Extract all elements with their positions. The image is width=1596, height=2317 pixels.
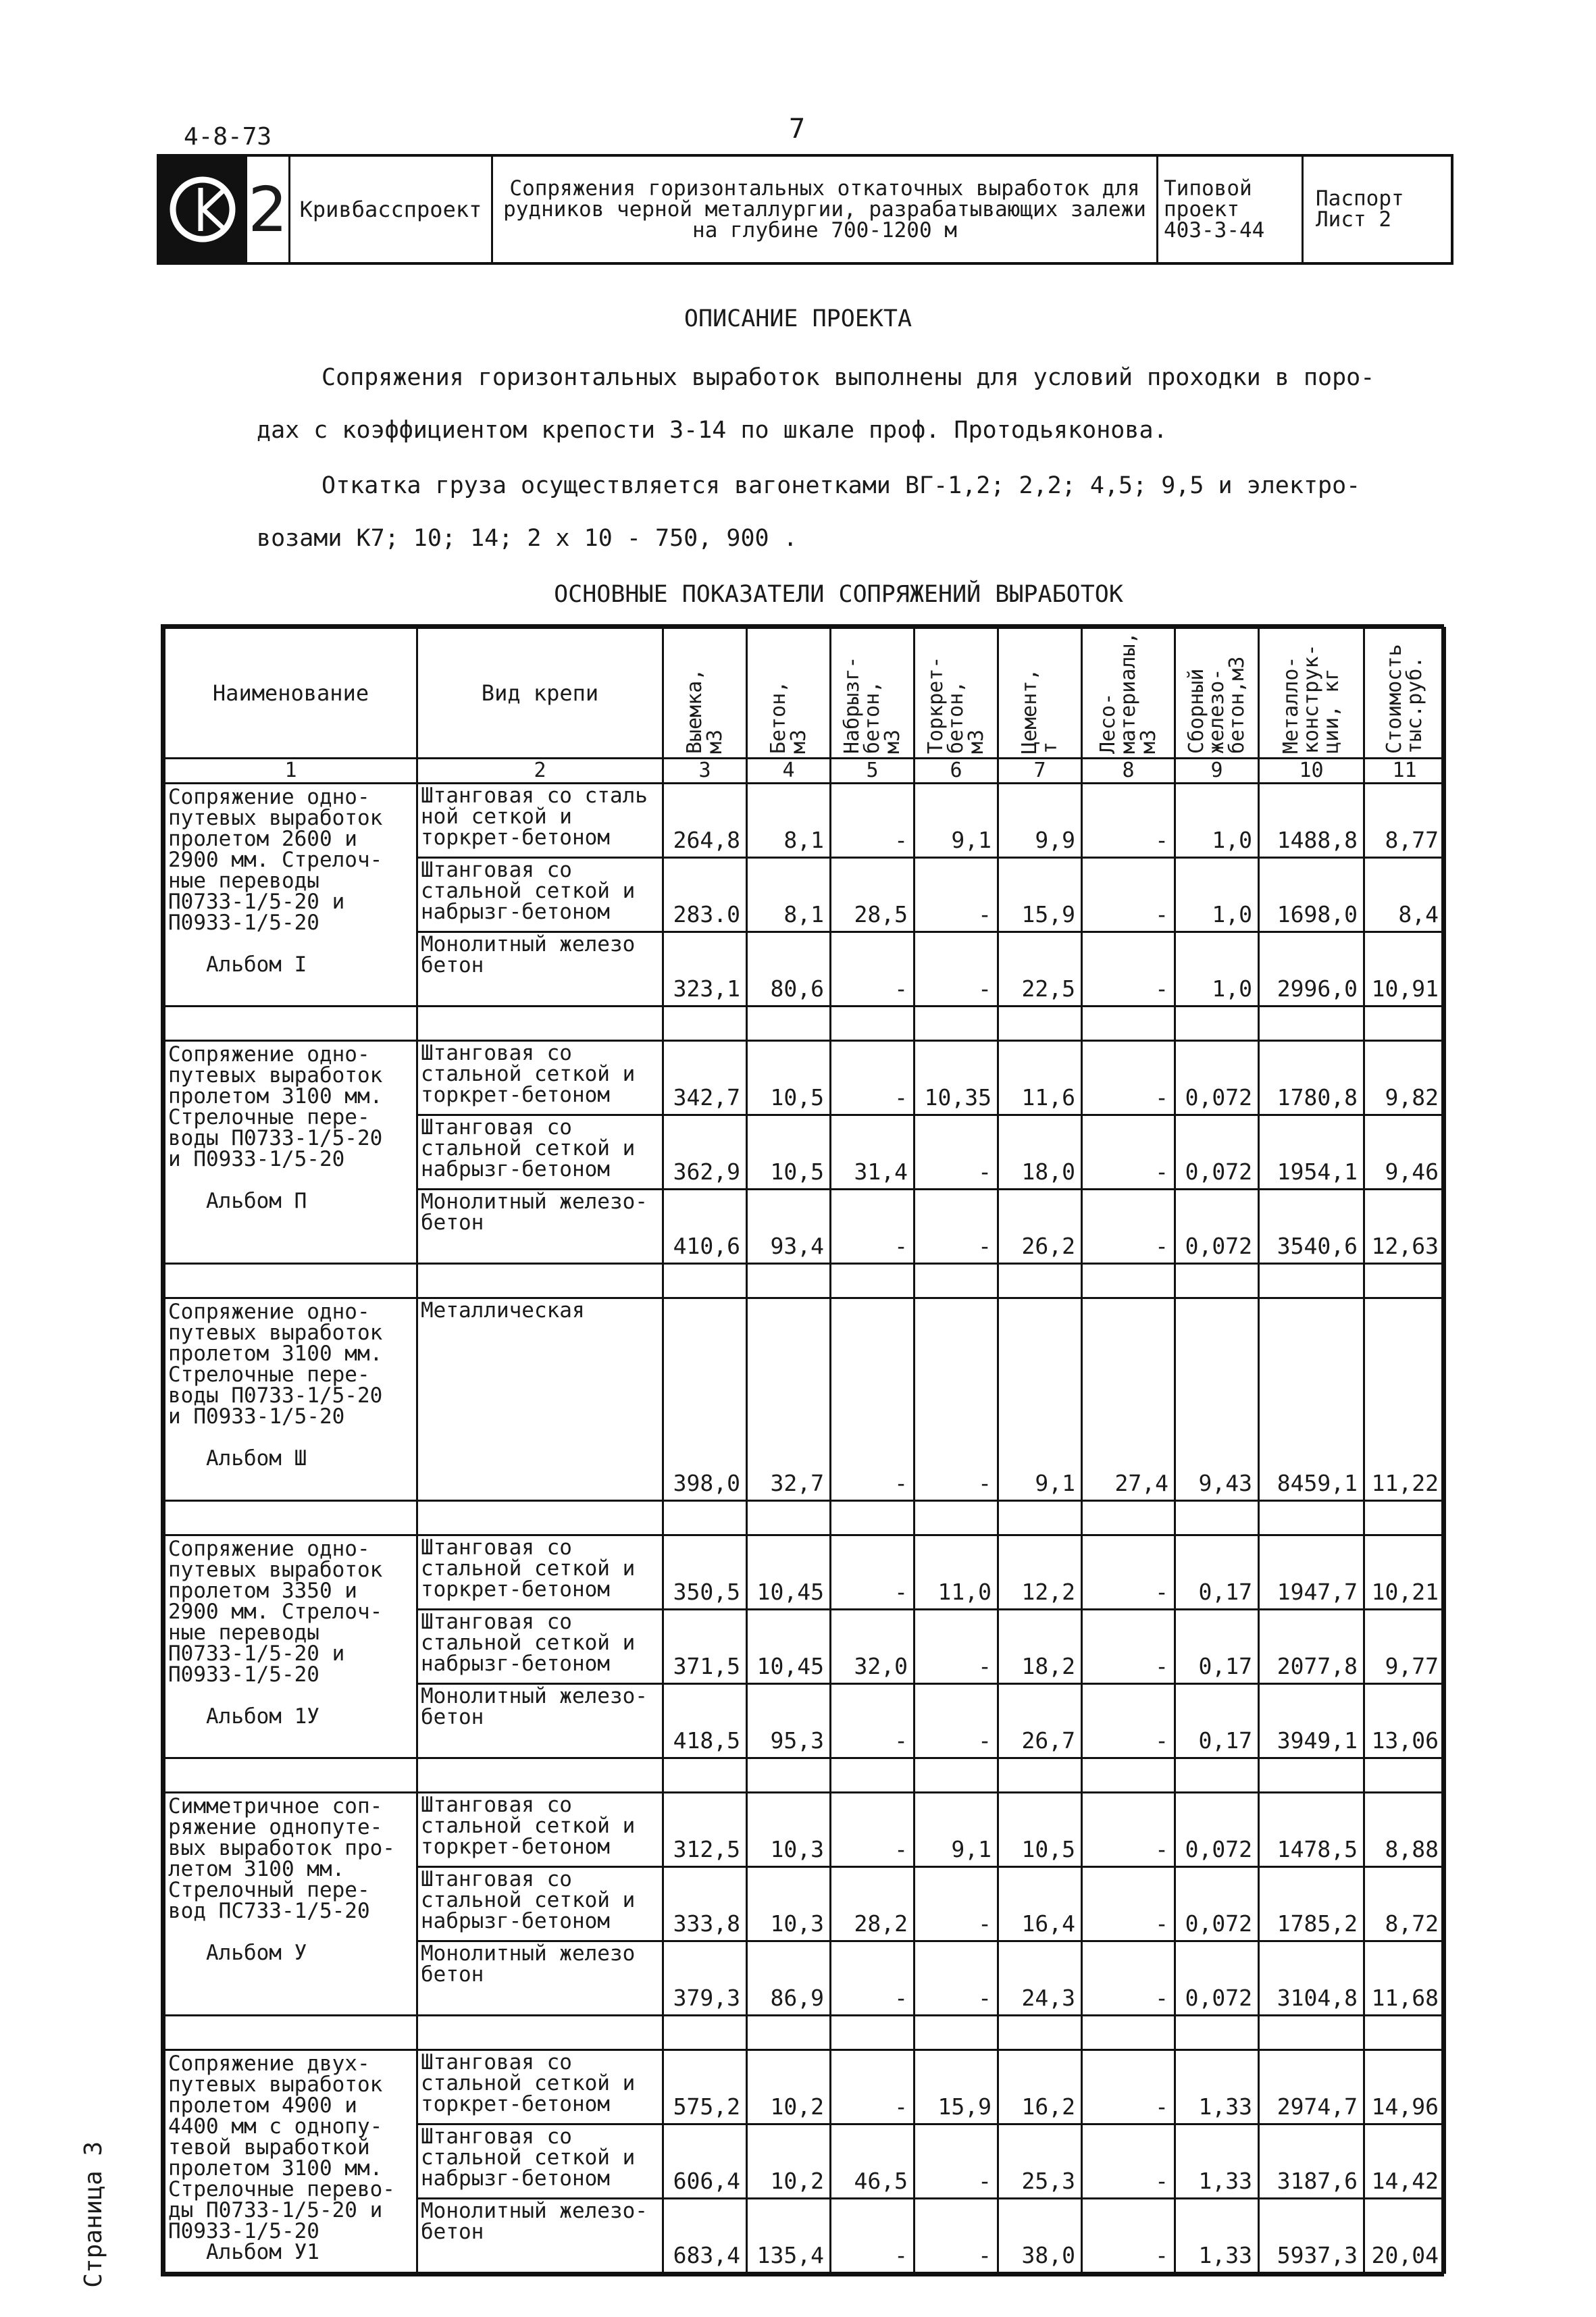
document-code: 4-8-73 — [184, 123, 272, 151]
column-header-label: Торкрет- бетон, м3 — [923, 656, 988, 754]
table-cell: 10,91 — [1364, 932, 1445, 1007]
table-row — [165, 1041, 1445, 1115]
table-cell: 10,3 — [747, 1867, 831, 1941]
excavation-name: Сопряжение одно- путевых выработок пролетом 3100 мм. Стрелочные пере- воды П0733-1/5-20 и П0933-1/5-20 Альбом Ш — [165, 1298, 417, 1501]
column-header-label: Вид крепи — [481, 680, 599, 706]
table-cell: 9,1 — [915, 1793, 998, 1867]
column-header-11 — [1364, 628, 1445, 759]
spacer-cell — [1364, 2016, 1445, 2050]
table-cell: 20,04 — [1364, 2199, 1445, 2273]
description-heading: ОПИСАНИЕ ПРОЕКТА — [684, 305, 912, 332]
group-spacer — [165, 2016, 1445, 2050]
spacer-cell — [1259, 1264, 1364, 1298]
column-header-label: Металло- конструк- ции, кг — [1279, 644, 1343, 754]
spacer-cell — [1082, 1501, 1175, 1535]
table-cell: 14,96 — [1364, 2050, 1445, 2124]
spacer-cell — [165, 1501, 417, 1535]
table-cell: 0,072 — [1175, 1941, 1259, 2016]
side-page-label — [80, 2141, 120, 2317]
table-cell: 16,4 — [998, 1867, 1082, 1941]
table-cell: - — [915, 1684, 998, 1758]
column-header-label: Стоимость тыс.руб. — [1382, 644, 1426, 754]
organization-logo — [159, 157, 247, 262]
ck-logo-icon — [163, 169, 242, 250]
column-header-2 — [417, 628, 663, 759]
group-spacer — [165, 1501, 1445, 1535]
table-cell: 398,0 — [663, 1298, 747, 1501]
table-cell: 1488,8 — [1259, 784, 1364, 858]
table-cell: 1,0 — [1175, 932, 1259, 1007]
spacer-cell — [1259, 2016, 1364, 2050]
column-header-label: Лесо- материалы, м3 — [1096, 632, 1160, 754]
table-cell: 8,88 — [1364, 1793, 1445, 1867]
spacer-cell — [417, 1501, 663, 1535]
table-cell: - — [1082, 1941, 1175, 2016]
table-row — [165, 1535, 1445, 1610]
table-cell: - — [1082, 1793, 1175, 1867]
title-stamp — [157, 154, 1453, 265]
column-number: 10 — [1259, 759, 1364, 784]
column-number: 9 — [1175, 759, 1259, 784]
column-header-3 — [663, 628, 747, 759]
table-cell: 0,072 — [1175, 1793, 1259, 1867]
table-cell: 0,072 — [1175, 1115, 1259, 1190]
support-type: Штанговая со стальной сеткой и набрызг-бетоном — [417, 1867, 663, 1941]
support-type: Штанговая со стальной сеткой и набрызг-бетоном — [417, 2124, 663, 2199]
spacer-cell — [915, 1264, 998, 1298]
column-number: 3 — [663, 759, 747, 784]
spacer-cell — [915, 1007, 998, 1041]
table-cell: - — [1082, 784, 1175, 858]
spacer-cell — [1082, 1264, 1175, 1298]
table-cell: - — [1082, 1535, 1175, 1610]
table-cell: 24,3 — [998, 1941, 1082, 2016]
table-cell: 3187,6 — [1259, 2124, 1364, 2199]
column-number: 5 — [831, 759, 915, 784]
table-cell: - — [915, 1941, 998, 2016]
support-type: Монолитный железо- бетон — [417, 1190, 663, 1264]
table-cell: 11,6 — [998, 1041, 1082, 1115]
project-number: Типовой проект 403-3-44 — [1158, 157, 1304, 262]
paragraph-2-line-2: возами К7; 10; 14; 2 х 10 - 750, 900 . — [257, 525, 798, 552]
table-cell: - — [915, 2124, 998, 2199]
spacer-cell — [915, 1758, 998, 1793]
spacer-cell — [998, 1501, 1082, 1535]
spacer-cell — [915, 2016, 998, 2050]
table-cell: 10,35 — [915, 1041, 998, 1115]
column-number: 6 — [915, 759, 998, 784]
table-cell: 10,2 — [747, 2050, 831, 2124]
spacer-cell — [165, 1007, 417, 1041]
table-header-row — [165, 628, 1445, 759]
support-type: Штанговая со стальной сеткой и набрызг-бетоном — [417, 1115, 663, 1190]
table-cell: 32,7 — [747, 1298, 831, 1501]
column-header-label: Набрызг- бетон, м3 — [840, 656, 904, 754]
sheet-label: Паспорт Лист 2 — [1316, 186, 1404, 232]
table-cell: - — [1082, 1115, 1175, 1190]
paragraph-1-line-1: Сопряжения горизонтальных выработок выполнены для условий проходки в поро- — [321, 364, 1375, 391]
table-cell: 95,3 — [747, 1684, 831, 1758]
spacer-cell — [747, 1501, 831, 1535]
table-cell: 12,2 — [998, 1535, 1082, 1610]
excavation-name: Симметричное соп- ряжение однопуте- вых выработок про- летом 3100 мм. Стрелочный пере- вод ПС733-1/5-20 Альбом У — [165, 1793, 417, 2016]
support-type: Штанговая со стальной сеткой и набрызг-бетоном — [417, 1610, 663, 1684]
column-header-7 — [998, 628, 1082, 759]
table-cell: - — [1082, 1867, 1175, 1941]
spacer-cell — [1259, 1758, 1364, 1793]
spacer-cell — [998, 1264, 1082, 1298]
table-cell: - — [915, 2199, 998, 2273]
table-cell: 9,1 — [915, 784, 998, 858]
table-cell: 1,0 — [1175, 784, 1259, 858]
spacer-cell — [747, 1264, 831, 1298]
table-cell: 3949,1 — [1259, 1684, 1364, 1758]
spacer-cell — [1175, 2016, 1259, 2050]
table-cell: - — [915, 1298, 998, 1501]
table-cell: 10,5 — [747, 1115, 831, 1190]
side-page-label-text: Страница 3 — [80, 2141, 107, 2288]
column-number: 11 — [1364, 759, 1445, 784]
table-cell: 12,63 — [1364, 1190, 1445, 1264]
table-cell: - — [831, 2050, 915, 2124]
spacer-cell — [663, 2016, 747, 2050]
table-cell: - — [1082, 1041, 1175, 1115]
table-cell: - — [915, 1115, 998, 1190]
table-cell: 8,1 — [747, 784, 831, 858]
table-cell: 10,2 — [747, 2124, 831, 2199]
table-cell: 350,5 — [663, 1535, 747, 1610]
table-cell: - — [915, 1190, 998, 1264]
table-row — [165, 1298, 1445, 1501]
support-type: Монолитный железо бетон — [417, 932, 663, 1007]
spacer-cell — [165, 1264, 417, 1298]
spacer-cell — [831, 1264, 915, 1298]
table-cell: 25,3 — [998, 2124, 1082, 2199]
table-cell: 93,4 — [747, 1190, 831, 1264]
table-cell: 18,0 — [998, 1115, 1082, 1190]
table-cell: 264,8 — [663, 784, 747, 858]
table-cell: 11,22 — [1364, 1298, 1445, 1501]
table-cell: - — [831, 1535, 915, 1610]
column-header-5 — [831, 628, 915, 759]
excavation-name: Сопряжение одно- путевых выработок пролетом 3350 и 2900 мм. Стрелоч- ные переводы П0733-1/5-20 и П0933-1/5-20 Альбом 1У — [165, 1535, 417, 1758]
table-cell: 1785,2 — [1259, 1867, 1364, 1941]
spacer-cell — [1364, 1501, 1445, 1535]
table-cell: 1780,8 — [1259, 1041, 1364, 1115]
table-cell: 80,6 — [747, 932, 831, 1007]
table-row — [165, 1793, 1445, 1867]
table-cell: 31,4 — [831, 1115, 915, 1190]
spacer-cell — [747, 1007, 831, 1041]
spacer-cell — [1175, 1758, 1259, 1793]
column-header-label: Наименование — [212, 680, 369, 706]
page-number: 7 — [789, 113, 806, 145]
table-cell: 362,9 — [663, 1115, 747, 1190]
table-cell: 8,1 — [747, 858, 831, 932]
table-cell: - — [831, 1190, 915, 1264]
table-cell: 11,0 — [915, 1535, 998, 1610]
group-spacer — [165, 1007, 1445, 1041]
column-header-6 — [915, 628, 998, 759]
table-cell: 9,1 — [998, 1298, 1082, 1501]
table-cell: 10,45 — [747, 1535, 831, 1610]
table-cell: 606,4 — [663, 2124, 747, 2199]
table-cell: - — [831, 784, 915, 858]
paragraph-1-line-2: дах с коэффициентом крепости 3-14 по шкале проф. Протодьяконова. — [257, 417, 1168, 444]
table-cell: 46,5 — [831, 2124, 915, 2199]
table-cell: 14,42 — [1364, 2124, 1445, 2199]
column-header-label: Сборный железо- бетон,м3 — [1184, 656, 1249, 754]
table-cell: 18,2 — [998, 1610, 1082, 1684]
table-row — [165, 784, 1445, 858]
table-cell: 0,072 — [1175, 1041, 1259, 1115]
table-cell: 1,33 — [1175, 2199, 1259, 2273]
table-cell: 0,17 — [1175, 1535, 1259, 1610]
table-cell: - — [831, 1298, 915, 1501]
table-cell: 11,68 — [1364, 1941, 1445, 2016]
spacer-cell — [417, 1264, 663, 1298]
paragraph-2-line-1: Откатка груза осуществляется вагонетками ВГ-1,2; 2,2; 4,5; 9,5 и электро- — [321, 472, 1361, 499]
table-cell: 1947,7 — [1259, 1535, 1364, 1610]
table-cell: - — [831, 1684, 915, 1758]
table-cell: 10,21 — [1364, 1535, 1445, 1610]
group-spacer — [165, 1758, 1445, 1793]
table-cell: 8,77 — [1364, 784, 1445, 858]
table-cell: - — [831, 1793, 915, 1867]
support-type: Монолитный железо бетон — [417, 1941, 663, 2016]
table-cell: 5937,3 — [1259, 2199, 1364, 2273]
table-cell: 28,5 — [831, 858, 915, 932]
table-cell: 1,33 — [1175, 2050, 1259, 2124]
table-cell: 342,7 — [663, 1041, 747, 1115]
table-cell: 9,46 — [1364, 1115, 1445, 1190]
table-cell: 0,072 — [1175, 1867, 1259, 1941]
table-cell: - — [1082, 2199, 1175, 2273]
table-caption-text: ОСНОВНЫЕ ПОКАЗАТЕЛИ СОПРЯЖЕНИЙ ВЫРАБОТОК — [554, 581, 1123, 608]
table-cell: 8,72 — [1364, 1867, 1445, 1941]
table-cell: 371,5 — [663, 1610, 747, 1684]
table-cell: - — [1082, 1190, 1175, 1264]
table-cell: - — [831, 2199, 915, 2273]
table-cell: 28,2 — [831, 1867, 915, 1941]
table-cell: 2974,7 — [1259, 2050, 1364, 2124]
table-cell: 575,2 — [663, 2050, 747, 2124]
spacer-cell — [1082, 2016, 1175, 2050]
spacer-cell — [663, 1007, 747, 1041]
support-type: Штанговая со стальной сеткой и торкрет-бетоном — [417, 1041, 663, 1115]
table-cell: 86,9 — [747, 1941, 831, 2016]
table-cell: 9,43 — [1175, 1298, 1259, 1501]
column-number: 1 — [165, 759, 417, 784]
indicators-table — [161, 624, 1444, 2276]
table-cell: 10,5 — [747, 1041, 831, 1115]
table-cell: 9,9 — [998, 784, 1082, 858]
group-spacer — [165, 1264, 1445, 1298]
spacer-cell — [1259, 1501, 1364, 1535]
table-cell: 26,7 — [998, 1684, 1082, 1758]
table-cell: - — [831, 1041, 915, 1115]
table-cell: 0,17 — [1175, 1610, 1259, 1684]
table-cell: 3104,8 — [1259, 1941, 1364, 2016]
support-type: Штанговая со стальной сеткой и торкрет-бетоном — [417, 2050, 663, 2124]
table-cell: 16,2 — [998, 2050, 1082, 2124]
table-cell: 1954,1 — [1259, 1115, 1364, 1190]
spacer-cell — [663, 1264, 747, 1298]
table-cell: 10,45 — [747, 1610, 831, 1684]
excavation-name: Сопряжение одно- путевых выработок пролетом 3100 мм. Стрелочные пере- воды П0733-1/5-20 и П0933-1/5-20 Альбом П — [165, 1041, 417, 1264]
spacer-cell — [417, 2016, 663, 2050]
table-cell: - — [1082, 2050, 1175, 2124]
support-type: Штанговая со стальной сеткой и торкрет-бетоном — [417, 1535, 663, 1610]
spacer-cell — [831, 1007, 915, 1041]
excavation-name: Сопряжение двух- путевых выработок пролетом 4900 и 4400 мм с однопу- тевой выработкой пролетом 3100 мм. Стрелочные перево- ды П0733-1/5-20 и П0933-1/5-20 Альбом У1 — [165, 2050, 417, 2273]
table-cell: 1,33 — [1175, 2124, 1259, 2199]
table-cell: 0,072 — [1175, 1190, 1259, 1264]
table-cell: 2996,0 — [1259, 932, 1364, 1007]
column-number: 2 — [417, 759, 663, 784]
table-cell: 135,4 — [747, 2199, 831, 2273]
project-title: Сопряжения горизонтальных откаточных выработок для рудников черной металлургии, разрабатывающих залежи на глубине 700-1200 м — [493, 157, 1158, 262]
table-cell: - — [915, 858, 998, 932]
excavation-name: Сопряжение одно- путевых выработок пролетом 2600 и 2900 мм. Стрелоч- ные переводы П0733-1/5-20 и П0933-1/5-20 Альбом I — [165, 784, 417, 1007]
spacer-cell — [165, 2016, 417, 2050]
table-cell: 323,1 — [663, 932, 747, 1007]
spacer-cell — [1175, 1007, 1259, 1041]
table-cell: 1478,5 — [1259, 1793, 1364, 1867]
table-cell: 379,3 — [663, 1941, 747, 2016]
spacer-cell — [1175, 1264, 1259, 1298]
spacer-cell — [1364, 1758, 1445, 1793]
table-cell: - — [1082, 1610, 1175, 1684]
spacer-cell — [831, 1758, 915, 1793]
spacer-cell — [747, 2016, 831, 2050]
table-cell: 15,9 — [998, 858, 1082, 932]
organization-name: Кривбасспроект — [290, 157, 493, 262]
spacer-cell — [747, 1758, 831, 1793]
table-cell: 27,4 — [1082, 1298, 1175, 1501]
table-cell: 683,4 — [663, 2199, 747, 2273]
spacer-cell — [915, 1501, 998, 1535]
stamp-number: 2 — [247, 157, 290, 262]
table-cell: 38,0 — [998, 2199, 1082, 2273]
column-header-8 — [1082, 628, 1175, 759]
spacer-cell — [165, 1758, 417, 1793]
spacer-cell — [417, 1758, 663, 1793]
column-number: 4 — [747, 759, 831, 784]
table-cell: 312,5 — [663, 1793, 747, 1867]
table-cell: 13,06 — [1364, 1684, 1445, 1758]
table-cell: - — [831, 932, 915, 1007]
support-type: Монолитный железо- бетон — [417, 2199, 663, 2273]
table-cell: 8,4 — [1364, 858, 1445, 932]
table-cell: 0,17 — [1175, 1684, 1259, 1758]
spacer-cell — [998, 2016, 1082, 2050]
table-cell: 10,5 — [998, 1793, 1082, 1867]
column-header-label: Бетон, м3 — [766, 680, 810, 754]
table-cell: 3540,6 — [1259, 1190, 1364, 1264]
table-cell: 2077,8 — [1259, 1610, 1364, 1684]
table-row — [165, 2050, 1445, 2124]
table-cell: 9,82 — [1364, 1041, 1445, 1115]
table-cell: 26,2 — [998, 1190, 1082, 1264]
table-cell: - — [915, 932, 998, 1007]
column-number: 7 — [998, 759, 1082, 784]
support-type: Штанговая со сталь ной сеткой и торкрет-бетоном — [417, 784, 663, 858]
support-type: Штанговая со стальной сеткой и набрызг-бетоном — [417, 858, 663, 932]
spacer-cell — [663, 1501, 747, 1535]
table-cell: - — [1082, 2124, 1175, 2199]
spacer-cell — [1082, 1007, 1175, 1041]
spacer-cell — [417, 1007, 663, 1041]
support-type: Монолитный железо- бетон — [417, 1684, 663, 1758]
table-cell: - — [915, 1867, 998, 1941]
table-cell: - — [1082, 1684, 1175, 1758]
table-cell: 418,5 — [663, 1684, 747, 1758]
table-cell: 1,0 — [1175, 858, 1259, 932]
table-cell: 10,3 — [747, 1793, 831, 1867]
table-caption — [0, 581, 1596, 608]
column-header-9 — [1175, 628, 1259, 759]
spacer-cell — [1175, 1501, 1259, 1535]
table-cell: 15,9 — [915, 2050, 998, 2124]
column-header-label: Выемка, м3 — [682, 668, 727, 754]
spacer-cell — [998, 1007, 1082, 1041]
spacer-cell — [1082, 1758, 1175, 1793]
column-header-label: Цемент, т — [1017, 668, 1062, 754]
table-cell: - — [1082, 858, 1175, 932]
column-header-10 — [1259, 628, 1364, 759]
support-type: Штанговая со стальной сеткой и торкрет-бетоном — [417, 1793, 663, 1867]
spacer-cell — [1259, 1007, 1364, 1041]
spacer-cell — [663, 1758, 747, 1793]
column-header-4 — [747, 628, 831, 759]
table-cell: - — [915, 1610, 998, 1684]
table-cell: 8459,1 — [1259, 1298, 1364, 1501]
table-cell: 32,0 — [831, 1610, 915, 1684]
table-cell: 22,5 — [998, 932, 1082, 1007]
column-header-1 — [165, 628, 417, 759]
table-cell: 410,6 — [663, 1190, 747, 1264]
table-cell: - — [831, 1941, 915, 2016]
spacer-cell — [831, 1501, 915, 1535]
table-cell: 283.0 — [663, 858, 747, 932]
table-cell: 333,8 — [663, 1867, 747, 1941]
column-number: 8 — [1082, 759, 1175, 784]
spacer-cell — [1364, 1264, 1445, 1298]
table-cell: 1698,0 — [1259, 858, 1364, 932]
support-type: Металлическая — [417, 1298, 663, 1501]
spacer-cell — [998, 1758, 1082, 1793]
spacer-cell — [1364, 1007, 1445, 1041]
column-number-row — [165, 759, 1445, 784]
table-cell: 9,77 — [1364, 1610, 1445, 1684]
spacer-cell — [831, 2016, 915, 2050]
table-cell: - — [1082, 932, 1175, 1007]
